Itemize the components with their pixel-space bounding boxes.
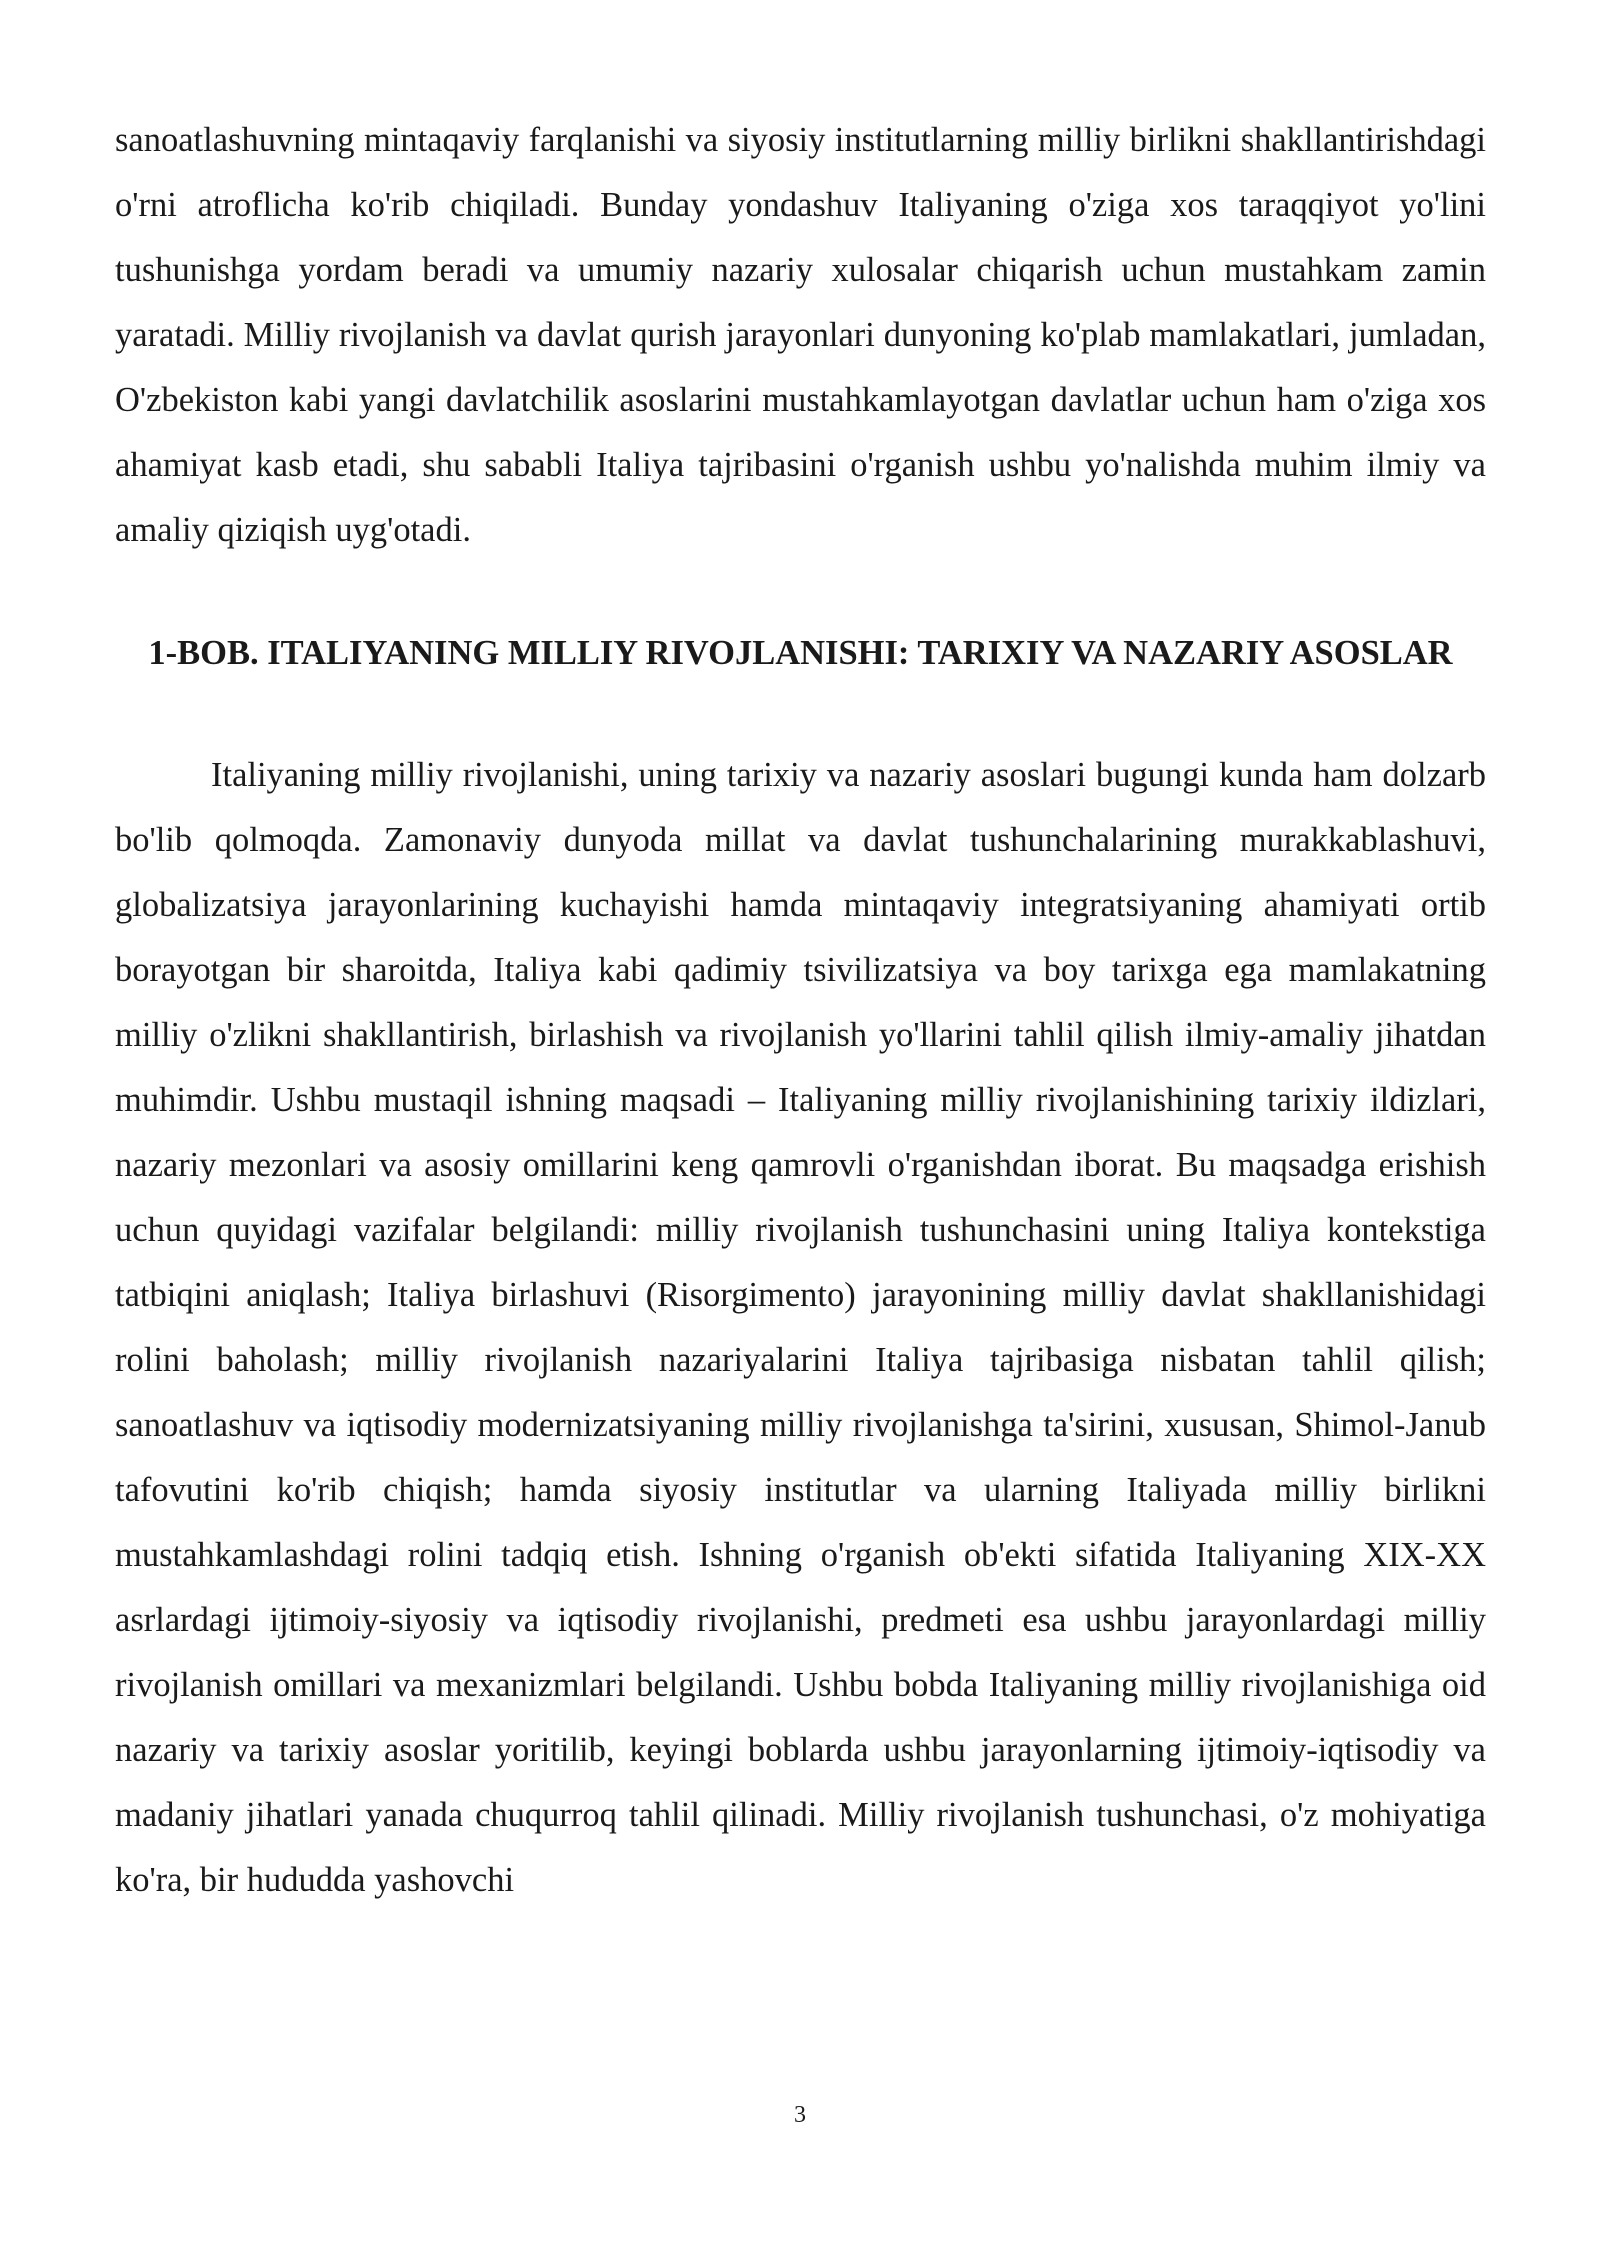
chapter-title: 1-BOB. ITALIYANING MILLIY RIVOJLANISHI: TARIXIY VA NAZARIY ASOSLAR (148, 634, 1453, 672)
chapter-body-paragraph: Italiyaning milliy rivojlanishi, uning tarixiy va nazariy asoslari bugungi kunda ham dolzarb bo'lib qolmoqda. Zamonaviy dunyoda millat va davlat tushunchalarining murakkablashuvi, globalizatsiya jarayonlarining kuchayishi hamda mintaqaviy integratsiyaning ahamiyati ortib borayotgan bir sharoitda, Italiya kabi qadimiy tsivilizatsiya va boy tarixga ega mamlakatning milliy o'zlikni shakllantirish, birlashish va rivojlanish yo'llarini tahlil qilish ilmiy-amaliy jihatdan muhimdir. Ushbu mustaqil ishning maqsadi – Italiyaning milliy rivojlanishining tarixiy ildizlari, nazariy mezonlari va asosiy omillarini keng qamrovli o'rganishdan iborat. Bu maqsadga erishish uchun quyidagi vazifalar belgilandi: milliy rivojlanish tushunchasini uning Italiya kontekstiga tatbiqini aniqlash; Italiya birlashuvi (Risorgimento) jarayonining milliy davlat shakllanishidagi rolini baholash; milliy rivojlanish nazariyalarini Italiya tajribasiga nisbatan tahlil qilish; sanoatlashuv va iqtisodiy modernizatsiyaning milliy rivojlanishga ta'sirini, xususan, Shimol-Janub tafovutini ko'rib chiqish; hamda siyosiy institutlar va ularning Italiyada milliy birlikni mustahkamlashdagi rolini tadqiq etish. Ishning o'rganish ob'ekti sifatida Italiyaning XIX-XX asrlardagi ijtimoiy-siyosiy va iqtisodiy rivojlanishi, predmeti esa ushbu jarayonlardagi milliy rivojlanish omillari va mexanizmlari belgilandi. Ushbu bobda Italiyaning milliy rivojlanishiga oid nazariy va tarixiy asoslar yoritilib, keyingi boblarda ushbu jarayonlarning ijtimoiy-iqtisodiy va madaniy jihatlari yanada chuqurroq tahlil qilinadi. Milliy rivojlanish tushunchasi, o'z mohiyatiga ko'ra, bir hududda yashovchi (115, 756, 1486, 1899)
page-number: 3 (794, 2102, 806, 2128)
document-page (115, 108, 1486, 1913)
intro-paragraph: sanoatlashuvning mintaqaviy farqlanishi va siyosiy institutlarning milliy birlikni shakllantirishdagi o'rni atroflicha ko'rib chiqiladi. Bunday yondashuv Italiyaning o'ziga xos taraqqiyot yo'lini tushunishga yordam beradi va umumiy nazariy xulosalar chiqarish uchun mustahkam zamin yaratadi. Milliy rivojlanish va davlat qurish jarayonlari dunyoning ko'plab mamlakatlari, jumladan, O'zbekiston kabi yangi davlatchilik asoslarini mustahkamlayotgan davlatlar uchun ham o'ziga xos ahamiyat kasb etadi, shu sababli Italiya tajribasini o'rganish ushbu yo'nalishda muhim ilmiy va amaliy qiziqish uyg'otadi. (115, 121, 1486, 549)
